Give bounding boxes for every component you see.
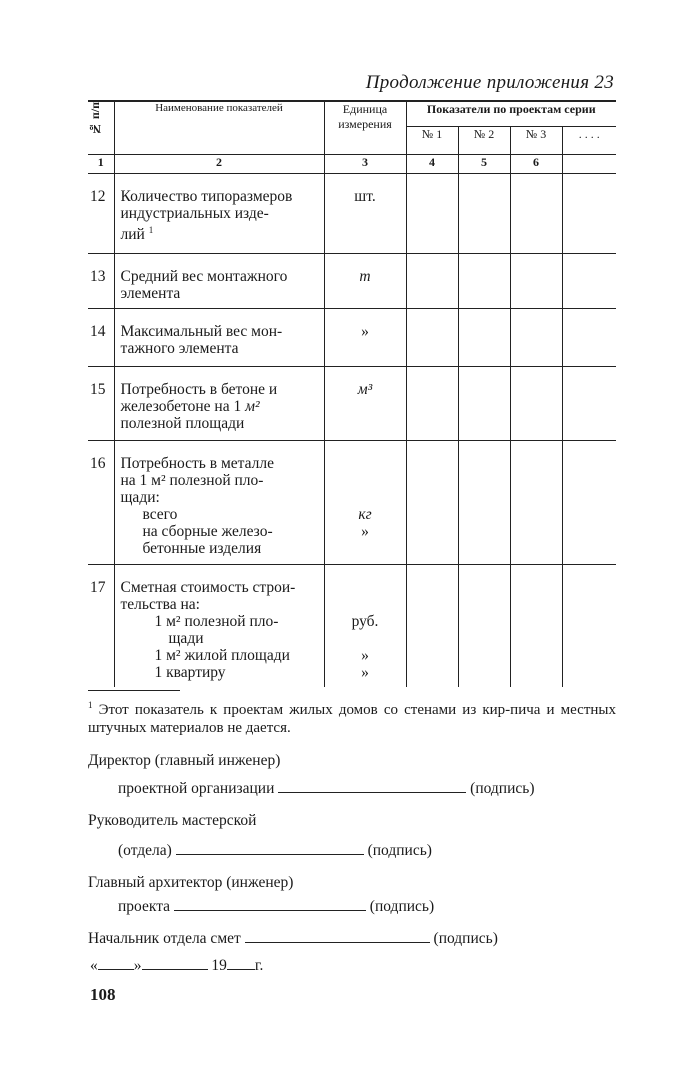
row-subitem: бетонные изделия [142,540,262,557]
row-unit [324,441,406,565]
row-name-line: Средний вес монтажного [120,268,288,285]
row-number: 12 [88,174,114,254]
value-cell [562,441,616,565]
value-cell [406,441,458,565]
row-name-line: щади: [120,489,160,506]
column-numbers-row [88,155,616,174]
value-cell [510,367,562,441]
col-number: 1 [88,155,114,174]
row-name [114,309,324,367]
row-unit: шт. [324,174,406,254]
col-more-header: . . . . [562,127,616,155]
row-name-line [121,222,314,243]
value-cell [458,254,510,309]
value-cell [458,565,510,688]
row-name-line: Количество типоразмеров [120,188,293,205]
director-sign-line [118,780,535,798]
signature-line [174,909,366,911]
value-cell [510,309,562,367]
row-name-line: элемента [120,285,181,302]
row-name-line: Потребность в бетоне и [120,381,278,398]
row-name-line: Потребность в металле [120,455,274,472]
row-unit: м³ [324,367,406,441]
footnote-mark: 1 [88,700,93,710]
row-number: 17 [88,565,114,688]
value-cell [510,254,562,309]
row-name-line [121,398,314,415]
table-row [88,174,616,254]
row-name-line: тельства на: [120,596,200,613]
indicators-table [88,100,616,687]
table-row [88,254,616,309]
head-workshop-sign-line [118,842,432,860]
signature-line [176,853,364,855]
date-line [90,957,263,975]
row-unit-line: кг [358,506,372,523]
chief-architect-sign-line [118,898,434,916]
row-unit: т [324,254,406,309]
row-unit: » [324,309,406,367]
date-open-quote: « [90,957,98,974]
chief-architect-label: Главный архитектор (инженер) [88,874,294,891]
value-cell [406,309,458,367]
col-proj2-header: № 2 [458,127,510,155]
row-name [114,367,324,441]
row-unit-line: » [361,647,369,664]
row-subitem: всего [142,506,178,523]
row-unit [324,565,406,688]
row-subitem: 1 м² жилой площади [154,647,290,664]
col-no-header: № п/п [88,102,102,137]
year-prefix: 19 [211,957,227,974]
director-label: Директор (главный инженер) [88,752,281,769]
table-row [88,309,616,367]
signature-line [245,941,430,943]
row-name-line: Максимальный вес мон- [120,323,283,340]
row-name [114,565,324,688]
col-proj3-header: № 3 [510,127,562,155]
date-close-quote: » [133,957,142,974]
head-workshop-label: Руководитель мастерской [88,812,257,829]
col-number: 5 [458,155,510,174]
value-cell [406,565,458,688]
running-header: Продолжение приложения 23 [365,72,614,93]
value-cell [458,367,510,441]
col-number: 4 [406,155,458,174]
table-row [88,367,616,441]
row-name-line: индустриальных изде- [120,205,269,222]
value-cell [562,367,616,441]
value-cell [562,254,616,309]
signature-hint: (подпись) [470,780,535,797]
value-cell [510,565,562,688]
signature-hint: (подпись) [367,842,432,859]
signature-hint: (подпись) [433,930,498,947]
row-unit-line: руб. [351,613,379,630]
value-cell [562,309,616,367]
row-name-line: Сметная стоимость строи- [120,579,296,596]
col-unit-header: Единица измерения [324,101,406,155]
col-number: 2 [114,155,324,174]
director-org-label: проектной организации [118,780,275,797]
value-cell [458,441,510,565]
row-name-text: железобетоне на 1 [120,398,242,415]
value-cell [562,174,616,254]
value-cell [406,174,458,254]
table-row [88,565,616,688]
row-unit-line: » [361,523,369,540]
footnote [88,696,616,737]
value-cell [458,309,510,367]
estimates-head-sign-line [88,930,498,948]
row-number: 14 [88,309,114,367]
row-subitem: 1 квартиру [154,664,226,681]
col-number: 6 [510,155,562,174]
row-name [114,174,324,254]
table-header-row [88,101,616,127]
row-number: 13 [88,254,114,309]
row-name-line: тажного элемента [120,340,239,357]
col-name-header: Наименование показателей [114,101,324,155]
page-number: 108 [90,985,116,1004]
col-number: 3 [324,155,406,174]
signature-hint: (подпись) [369,898,435,915]
table-row [88,441,616,565]
row-number: 16 [88,441,114,565]
value-cell [510,174,562,254]
row-subitem: 1 м² полезной пло- [154,613,279,630]
value-cell [406,367,458,441]
row-name-line: на 1 м² полезной пло- [120,472,264,489]
year-suffix: г. [254,957,264,974]
month-line [142,968,208,970]
signature-line [278,791,466,793]
row-number: 15 [88,367,114,441]
row-unit-line: » [361,664,369,681]
footnote-rule [88,690,180,691]
row-subitem: щади [168,630,204,647]
day-line [98,968,134,970]
unit-m2: м² [245,398,260,415]
row-name [114,441,324,565]
row-name-line: полезной площади [120,415,245,432]
department-label: (отдела) [118,842,172,859]
project-label: проекта [118,898,171,915]
row-name [114,254,324,309]
footnote-text: Этот показатель к проектам жилых домов со стенами из кир-пича и местных штучных материалов не дается. [88,702,616,736]
value-cell [406,254,458,309]
col-number [562,155,616,174]
col-proj1-header: № 1 [406,127,458,155]
col-group-header: Показатели по проектам серии [406,101,616,127]
estimates-head-label: Начальник отдела смет [88,930,241,947]
year-line [227,968,255,970]
value-cell [510,441,562,565]
row-subitem: на сборные железо- [142,523,273,540]
footnote-ref: 1 [148,225,154,235]
value-cell [562,565,616,688]
row-name-text: лий [120,226,145,244]
value-cell [458,174,510,254]
